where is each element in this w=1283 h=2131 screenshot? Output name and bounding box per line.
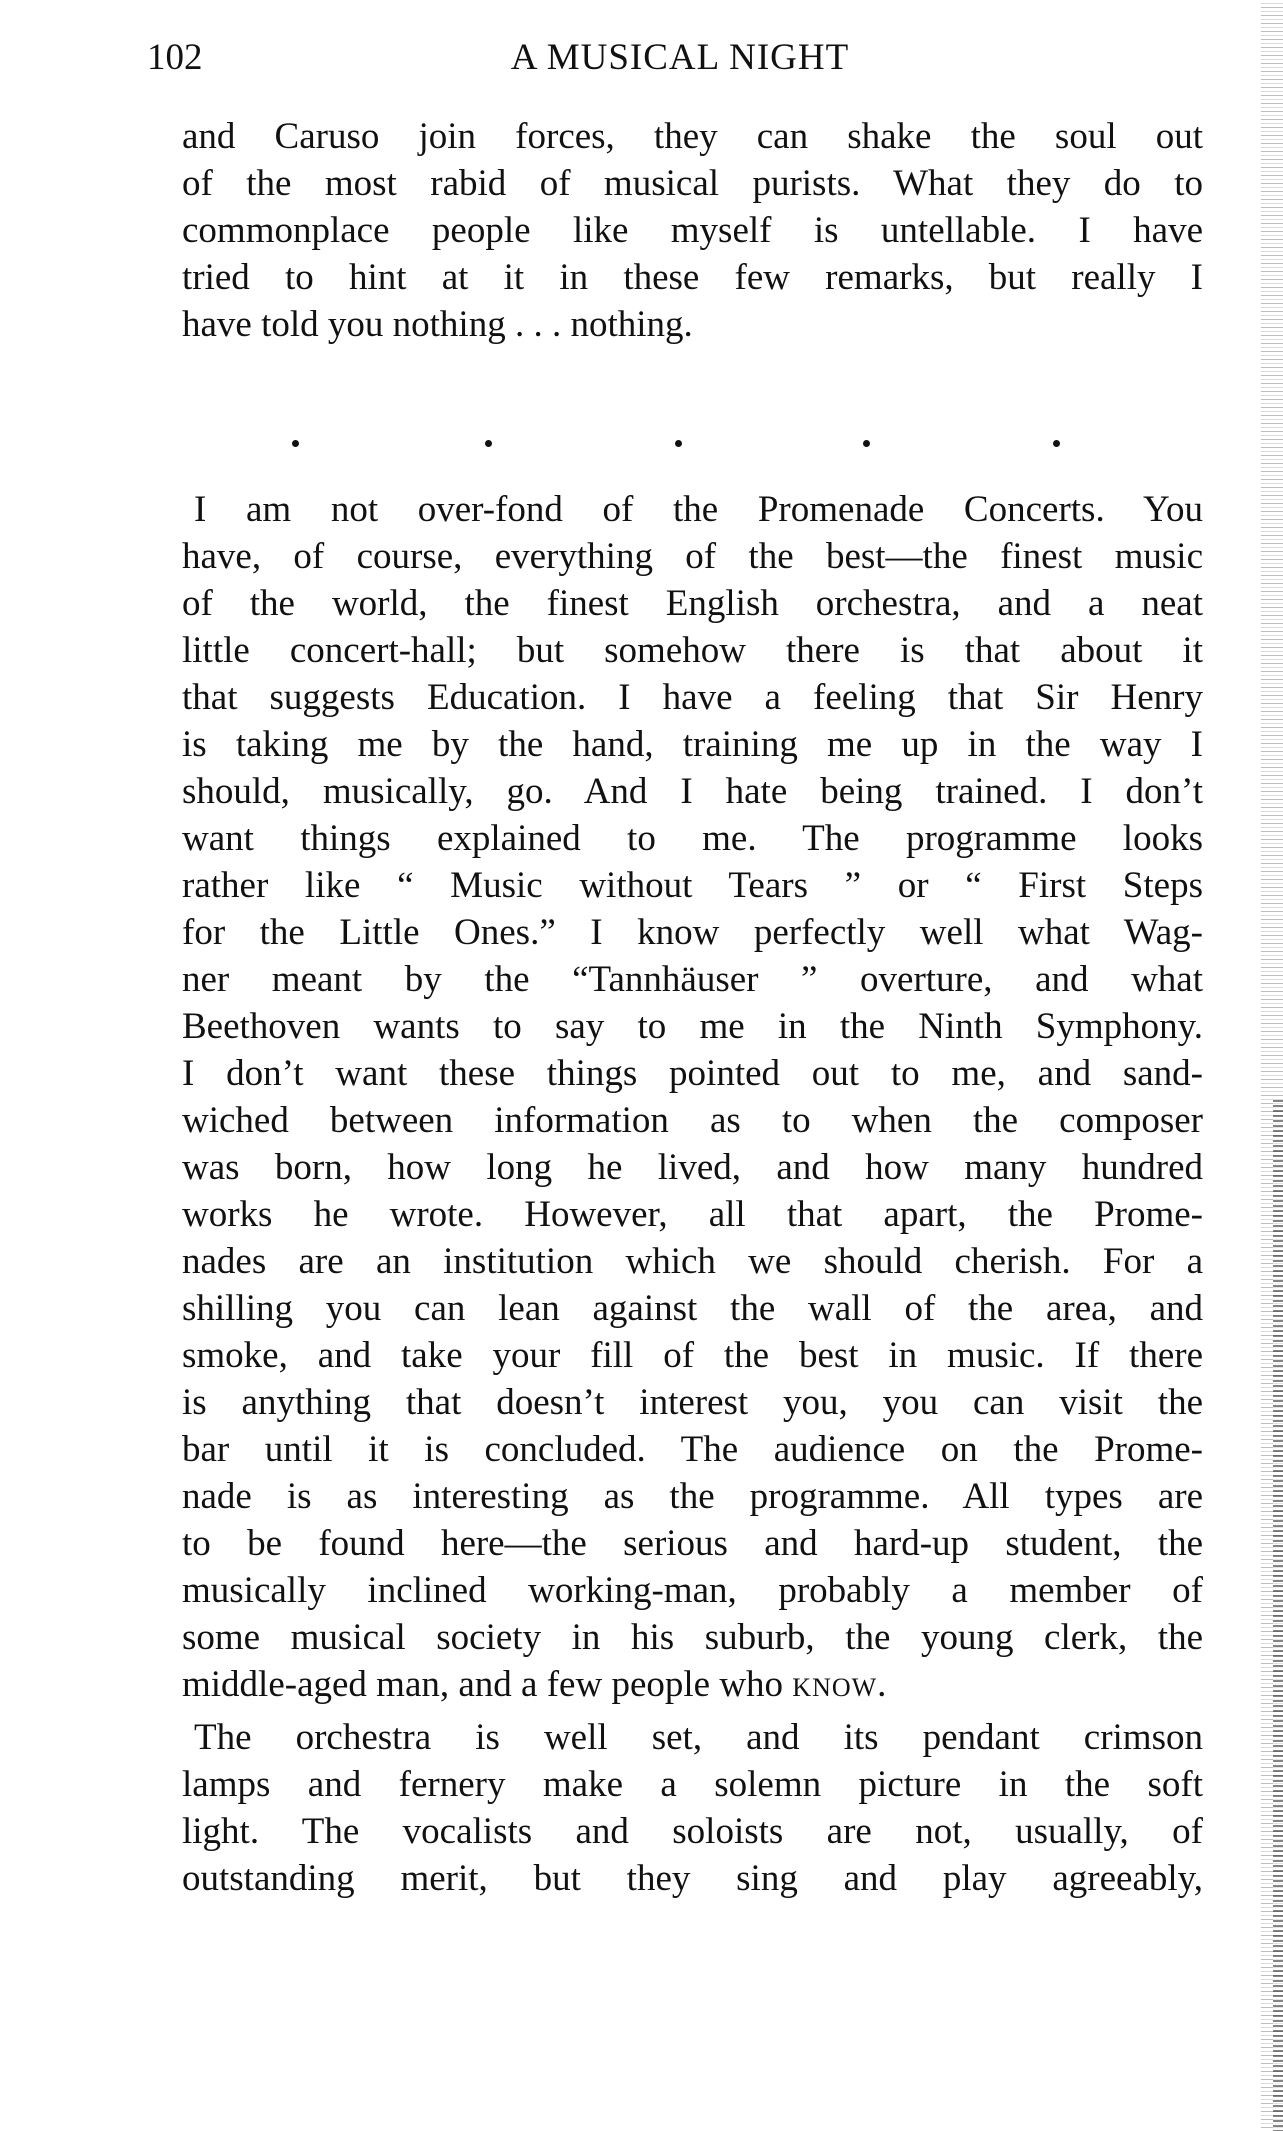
text-line: of the most rabid of musical purists. What they do to [182, 163, 1203, 204]
text-line: wiched between information as to when the composer [182, 1100, 1203, 1141]
text-line: smoke, and take your fill of the best in music. If there [182, 1335, 1203, 1376]
text-line: that suggests Education. I have a feeling that Sir Henry [182, 677, 1203, 718]
paragraph-1 [182, 113, 1203, 348]
text-line: light. The vocalists and soloists are not, usually, of [182, 1811, 1203, 1852]
text-line: little concert-hall; but somehow there is that about it [182, 630, 1203, 671]
text-line: works he wrote. However, all that apart, the Prome- [182, 1194, 1203, 1235]
text-line [182, 1661, 1203, 1708]
text-line: nades are an institution which we should cherish. For a [182, 1241, 1203, 1282]
text-line: The orchestra is well set, and its pendant crimson [194, 1717, 1203, 1758]
text-line: some musical society in his suburb, the young clerk, the [182, 1617, 1203, 1658]
scanned-page-edge-shadow [1273, 1100, 1283, 2131]
text-line: bar until it is concluded. The audience on the Prome- [182, 1429, 1203, 1470]
text-line: I don’t want these things pointed out to me, and sand- [182, 1053, 1203, 1094]
ornament-dot [863, 440, 870, 447]
text-line: have told you nothing . . . nothing. [182, 304, 693, 345]
text-line: Beethoven wants to say to me in the Ninth Symphony. [182, 1006, 1203, 1047]
paragraph-3 [182, 1714, 1203, 1902]
text-fragment: middle-aged man, and a few people who [182, 1664, 793, 1705]
text-line: for the Little Ones.” I know perfectly well what Wag- [182, 912, 1203, 953]
paragraph-2 [182, 486, 1203, 1708]
text-line: want things explained to me. The programme looks [182, 818, 1203, 859]
text-line: musically inclined working-man, probably a member of [182, 1570, 1203, 1611]
text-line: nade is as interesting as the programme. All types are [182, 1476, 1203, 1517]
ornament-dot [675, 440, 682, 447]
text-line: and Caruso join forces, they can shake the soul out [182, 116, 1203, 157]
text-line: commonplace people like myself is untellable. I have [182, 210, 1203, 251]
text-line: is anything that doesn’t interest you, you can visit the [182, 1382, 1203, 1423]
text-line: was born, how long he lived, and how many hundred [182, 1147, 1203, 1188]
ornament-dot [485, 440, 492, 447]
text-line: of the world, the finest English orchestra, and a neat [182, 583, 1203, 624]
text-fragment: . [877, 1664, 887, 1705]
page-number: 102 [147, 37, 203, 78]
small-caps-word: know [792, 1664, 878, 1705]
text-line: should, musically, go. And I hate being trained. I don’t [182, 771, 1203, 812]
text-line: ner meant by the “Tannhäuser ” overture, and what [182, 959, 1203, 1000]
text-line: lamps and fernery make a solemn picture in the soft [182, 1764, 1203, 1805]
text-line: rather like “ Music without Tears ” or “ First Steps [182, 865, 1203, 906]
text-line: outstanding merit, but they sing and play agreeably, [182, 1858, 1203, 1899]
running-title: A MUSICAL NIGHT [510, 37, 850, 78]
ornament-dot [1053, 440, 1060, 447]
text-line: have, of course, everything of the best—the finest music [182, 536, 1203, 577]
ornament-dot [292, 440, 299, 447]
text-line: tried to hint at it in these few remarks, but really I [182, 257, 1203, 298]
text-line: to be found here—the serious and hard-up student, the [182, 1523, 1203, 1564]
text-line: I am not over-fond of the Promenade Concerts. You [194, 489, 1203, 530]
text-line: is taking me by the hand, training me up in the way I [182, 724, 1203, 765]
text-line: shilling you can lean against the wall of the area, and [182, 1288, 1203, 1329]
